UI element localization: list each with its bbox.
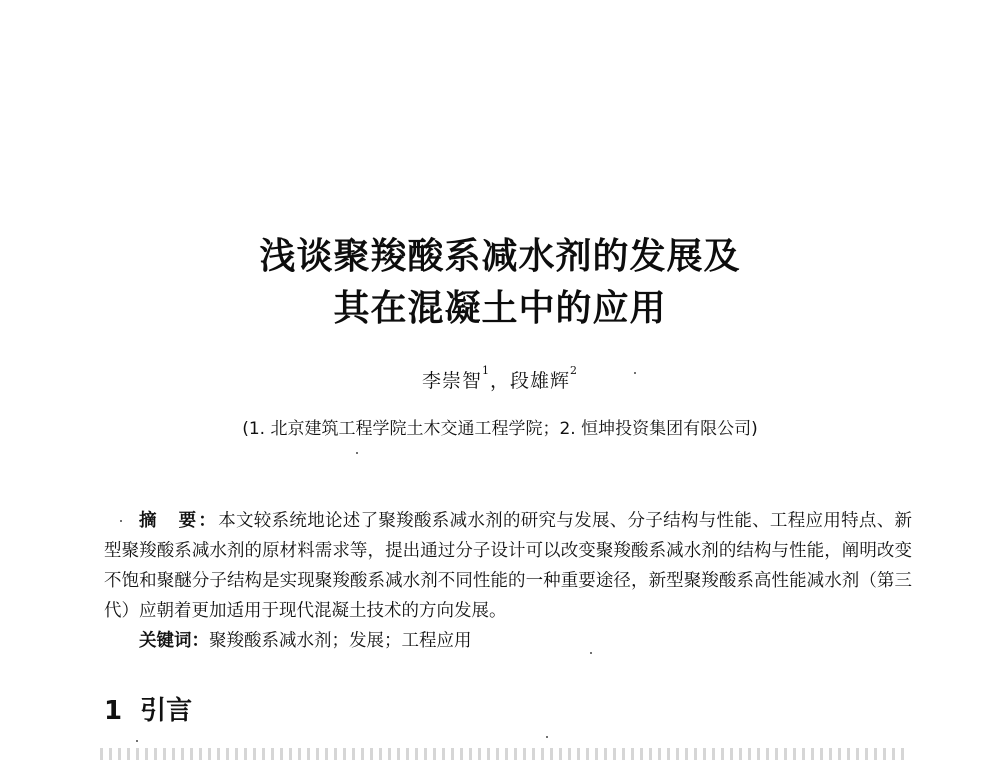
keywords-line <box>104 626 912 656</box>
scan-speck <box>120 520 122 522</box>
scan-speck <box>356 452 358 454</box>
section-title: 引言 <box>140 696 193 726</box>
keywords-text: 聚羧酸系减水剂；发展；工程应用 <box>209 631 472 651</box>
scan-speck <box>546 736 548 738</box>
section-number: 1 <box>104 696 123 726</box>
affiliation-line: (1. 北京建筑工程学院土木交通工程学院；2. 恒坤投资集团有限公司) <box>242 419 758 439</box>
abstract-label: 摘 要： <box>139 511 219 531</box>
author-name: 李崇智 <box>421 370 482 392</box>
paper-title-line-1: 浅谈聚羧酸系减水剂的发展及 <box>259 235 741 277</box>
author-name: 段雄辉 <box>510 370 571 392</box>
scan-speck <box>136 740 138 742</box>
abstract-text: 本文较系统地论述了聚羧酸系减水剂的研究与发展、分子结构与性能、工程应用特点、新型聚羧酸系减水剂的原材料需求等，提出通过分子设计可以改变聚羧酸系减水剂的结构与性能，阐明改变不饱和聚醚分子结构是实现聚羧酸系减水剂不同性能的一种重要途径，新型聚羧酸系高性能减水剂（第三代）应朝着更加适用于现代混凝土技术的方向发展。 <box>104 511 913 621</box>
paper-title-line-2: 其在混凝土中的应用 <box>333 287 667 329</box>
abstract-block <box>104 506 912 656</box>
author-separator: ， <box>489 370 510 392</box>
keywords-label: 关键词： <box>139 631 209 651</box>
author-list <box>0 366 1000 393</box>
section-heading <box>104 690 192 727</box>
scan-speck <box>634 372 636 374</box>
cropped-next-line <box>100 748 910 760</box>
author-affiliation-mark: 1 <box>481 364 490 377</box>
scan-speck <box>590 652 592 654</box>
author-affiliation-mark: 2 <box>570 364 579 377</box>
abstract-paragraph <box>104 506 912 626</box>
